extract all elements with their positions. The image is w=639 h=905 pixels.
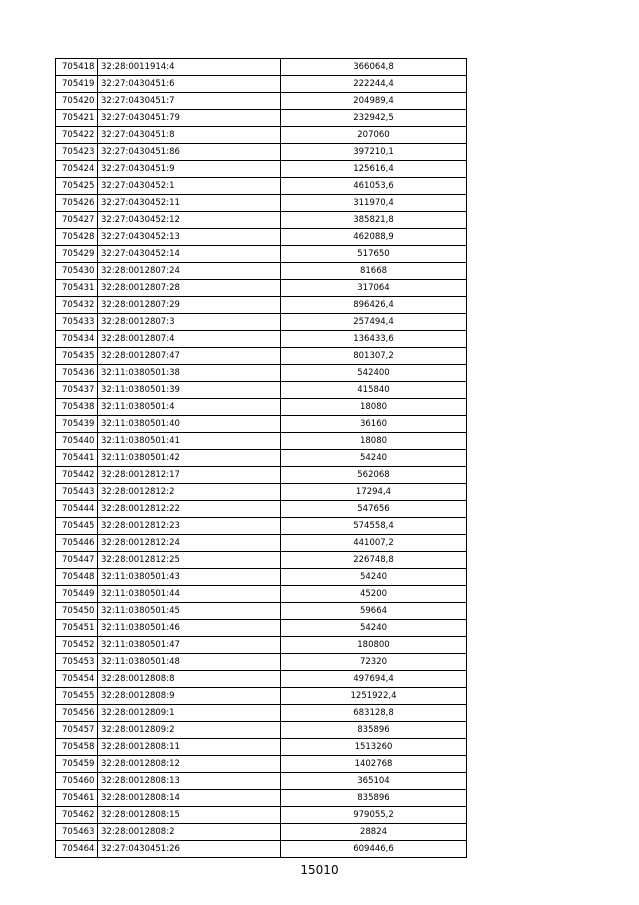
cell-num: 32:28:0012808:13 bbox=[98, 773, 281, 790]
cell-id: 705453 bbox=[56, 654, 98, 671]
cell-id: 705424 bbox=[56, 161, 98, 178]
cell-num: 32:28:0012808:12 bbox=[98, 756, 281, 773]
cell-val: 36160 bbox=[281, 416, 467, 433]
cell-id: 705437 bbox=[56, 382, 98, 399]
cell-val: 54240 bbox=[281, 620, 467, 637]
cell-id: 705426 bbox=[56, 195, 98, 212]
cell-num: 32:28:0012812:23 bbox=[98, 518, 281, 535]
table-row bbox=[56, 739, 467, 756]
cell-num: 32:11:0380501:46 bbox=[98, 620, 281, 637]
table-row bbox=[56, 501, 467, 518]
cell-val: 125616,4 bbox=[281, 161, 467, 178]
cell-num: 32:28:0012808:14 bbox=[98, 790, 281, 807]
cell-num: 32:28:0012807:29 bbox=[98, 297, 281, 314]
table-row bbox=[56, 569, 467, 586]
cell-id: 705444 bbox=[56, 501, 98, 518]
cell-num: 32:27:0430452:13 bbox=[98, 229, 281, 246]
table-row bbox=[56, 365, 467, 382]
cell-val: 222244,4 bbox=[281, 76, 467, 93]
table-row bbox=[56, 161, 467, 178]
table-row bbox=[56, 450, 467, 467]
cell-id: 705418 bbox=[56, 59, 98, 76]
cell-num: 32:11:0380501:44 bbox=[98, 586, 281, 603]
cell-val: 1402768 bbox=[281, 756, 467, 773]
table-row bbox=[56, 824, 467, 841]
cell-val: 59664 bbox=[281, 603, 467, 620]
table-row bbox=[56, 518, 467, 535]
cell-num: 32:11:0380501:42 bbox=[98, 450, 281, 467]
cell-num: 32:11:0380501:45 bbox=[98, 603, 281, 620]
cell-id: 705445 bbox=[56, 518, 98, 535]
cell-val: 54240 bbox=[281, 569, 467, 586]
cell-val: 835896 bbox=[281, 790, 467, 807]
cell-val: 18080 bbox=[281, 433, 467, 450]
cell-val: 366064,8 bbox=[281, 59, 467, 76]
cell-num: 32:27:0430451:6 bbox=[98, 76, 281, 93]
table-row bbox=[56, 93, 467, 110]
table-row bbox=[56, 722, 467, 739]
cell-id: 705462 bbox=[56, 807, 98, 824]
table-row bbox=[56, 773, 467, 790]
cell-val: 609446,6 bbox=[281, 841, 467, 858]
cell-num: 32:27:0430452:1 bbox=[98, 178, 281, 195]
table-row bbox=[56, 756, 467, 773]
table-row bbox=[56, 433, 467, 450]
cell-id: 705421 bbox=[56, 110, 98, 127]
table-row bbox=[56, 59, 467, 76]
cell-val: 45200 bbox=[281, 586, 467, 603]
cell-id: 705454 bbox=[56, 671, 98, 688]
cell-id: 705442 bbox=[56, 467, 98, 484]
table-row bbox=[56, 535, 467, 552]
table-row bbox=[56, 790, 467, 807]
cell-id: 705425 bbox=[56, 178, 98, 195]
cell-id: 705459 bbox=[56, 756, 98, 773]
table-row bbox=[56, 382, 467, 399]
cell-val: 365104 bbox=[281, 773, 467, 790]
cell-num: 32:28:0012807:28 bbox=[98, 280, 281, 297]
cell-val: 979055,2 bbox=[281, 807, 467, 824]
table-row bbox=[56, 620, 467, 637]
cell-id: 705432 bbox=[56, 297, 98, 314]
cell-id: 705433 bbox=[56, 314, 98, 331]
table-row bbox=[56, 688, 467, 705]
cell-num: 32:11:0380501:47 bbox=[98, 637, 281, 654]
cell-num: 32:28:0012812:25 bbox=[98, 552, 281, 569]
cell-num: 32:27:0430451:86 bbox=[98, 144, 281, 161]
table-row bbox=[56, 671, 467, 688]
cell-id: 705451 bbox=[56, 620, 98, 637]
table-row bbox=[56, 807, 467, 824]
cell-id: 705461 bbox=[56, 790, 98, 807]
cell-id: 705464 bbox=[56, 841, 98, 858]
cell-val: 257494,4 bbox=[281, 314, 467, 331]
table-row bbox=[56, 331, 467, 348]
cell-id: 705449 bbox=[56, 586, 98, 603]
cell-val: 72320 bbox=[281, 654, 467, 671]
cell-num: 32:28:0012809:2 bbox=[98, 722, 281, 739]
table-row bbox=[56, 399, 467, 416]
cell-id: 705455 bbox=[56, 688, 98, 705]
cell-num: 32:11:0380501:41 bbox=[98, 433, 281, 450]
cell-num: 32:28:0012807:47 bbox=[98, 348, 281, 365]
cell-id: 705430 bbox=[56, 263, 98, 280]
cell-num: 32:27:0430451:9 bbox=[98, 161, 281, 178]
cell-num: 32:28:0012808:15 bbox=[98, 807, 281, 824]
cell-id: 705435 bbox=[56, 348, 98, 365]
cell-num: 32:28:0012812:24 bbox=[98, 535, 281, 552]
table-row bbox=[56, 603, 467, 620]
cell-val: 462088,9 bbox=[281, 229, 467, 246]
cell-val: 801307,2 bbox=[281, 348, 467, 365]
cell-num: 32:28:0012808:11 bbox=[98, 739, 281, 756]
table-row bbox=[56, 280, 467, 297]
cell-val: 1513260 bbox=[281, 739, 467, 756]
cell-val: 517650 bbox=[281, 246, 467, 263]
cell-val: 574558,4 bbox=[281, 518, 467, 535]
cell-num: 32:28:0012807:4 bbox=[98, 331, 281, 348]
cell-num: 32:27:0430451:26 bbox=[98, 841, 281, 858]
cell-num: 32:27:0430451:7 bbox=[98, 93, 281, 110]
page-number: 15010 bbox=[300, 863, 339, 877]
cell-val: 415840 bbox=[281, 382, 467, 399]
cell-val: 136433,6 bbox=[281, 331, 467, 348]
cell-id: 705458 bbox=[56, 739, 98, 756]
table-row bbox=[56, 246, 467, 263]
cell-id: 705422 bbox=[56, 127, 98, 144]
cell-val: 385821,8 bbox=[281, 212, 467, 229]
table-row bbox=[56, 314, 467, 331]
table-row bbox=[56, 76, 467, 93]
table-row bbox=[56, 484, 467, 501]
cell-id: 705431 bbox=[56, 280, 98, 297]
cell-id: 705419 bbox=[56, 76, 98, 93]
cell-val: 311970,4 bbox=[281, 195, 467, 212]
cell-val: 683128,8 bbox=[281, 705, 467, 722]
cell-id: 705457 bbox=[56, 722, 98, 739]
cell-val: 317064 bbox=[281, 280, 467, 297]
cell-num: 32:11:0380501:40 bbox=[98, 416, 281, 433]
cell-val: 562068 bbox=[281, 467, 467, 484]
table-row bbox=[56, 654, 467, 671]
table-row bbox=[56, 178, 467, 195]
table-row bbox=[56, 127, 467, 144]
cell-id: 705448 bbox=[56, 569, 98, 586]
cell-val: 441007,2 bbox=[281, 535, 467, 552]
cell-id: 705439 bbox=[56, 416, 98, 433]
cell-val: 835896 bbox=[281, 722, 467, 739]
data-table bbox=[55, 58, 467, 858]
cell-val: 232942,5 bbox=[281, 110, 467, 127]
cell-num: 32:27:0430452:14 bbox=[98, 246, 281, 263]
cell-val: 17294,4 bbox=[281, 484, 467, 501]
cell-id: 705441 bbox=[56, 450, 98, 467]
cell-val: 497694,4 bbox=[281, 671, 467, 688]
cell-val: 542400 bbox=[281, 365, 467, 382]
table-body bbox=[56, 59, 467, 858]
cell-num: 32:11:0380501:39 bbox=[98, 382, 281, 399]
cell-val: 81668 bbox=[281, 263, 467, 280]
cell-id: 705463 bbox=[56, 824, 98, 841]
cell-num: 32:28:0012812:17 bbox=[98, 467, 281, 484]
table-row bbox=[56, 110, 467, 127]
cell-val: 896426,4 bbox=[281, 297, 467, 314]
table-row bbox=[56, 195, 467, 212]
cell-val: 397210,1 bbox=[281, 144, 467, 161]
cell-num: 32:28:0011914:4 bbox=[98, 59, 281, 76]
cell-id: 705452 bbox=[56, 637, 98, 654]
cell-val: 180800 bbox=[281, 637, 467, 654]
cell-id: 705436 bbox=[56, 365, 98, 382]
table-row bbox=[56, 212, 467, 229]
table-row bbox=[56, 348, 467, 365]
cell-val: 226748,8 bbox=[281, 552, 467, 569]
cell-val: 54240 bbox=[281, 450, 467, 467]
cell-num: 32:11:0380501:43 bbox=[98, 569, 281, 586]
table-row bbox=[56, 263, 467, 280]
cell-id: 705440 bbox=[56, 433, 98, 450]
table-row bbox=[56, 586, 467, 603]
table-row bbox=[56, 416, 467, 433]
cell-id: 705446 bbox=[56, 535, 98, 552]
cell-id: 705428 bbox=[56, 229, 98, 246]
table-row bbox=[56, 705, 467, 722]
cell-val: 28824 bbox=[281, 824, 467, 841]
cell-num: 32:11:0380501:4 bbox=[98, 399, 281, 416]
cell-id: 705447 bbox=[56, 552, 98, 569]
cell-num: 32:28:0012807:3 bbox=[98, 314, 281, 331]
cell-num: 32:28:0012809:1 bbox=[98, 705, 281, 722]
cell-num: 32:28:0012808:8 bbox=[98, 671, 281, 688]
cell-id: 705423 bbox=[56, 144, 98, 161]
cell-id: 705443 bbox=[56, 484, 98, 501]
cell-num: 32:28:0012812:2 bbox=[98, 484, 281, 501]
cell-id: 705420 bbox=[56, 93, 98, 110]
table-row bbox=[56, 144, 467, 161]
cell-num: 32:28:0012808:9 bbox=[98, 688, 281, 705]
cell-num: 32:28:0012812:22 bbox=[98, 501, 281, 518]
cell-id: 705450 bbox=[56, 603, 98, 620]
cell-num: 32:28:0012808:2 bbox=[98, 824, 281, 841]
cell-id: 705438 bbox=[56, 399, 98, 416]
cell-id: 705427 bbox=[56, 212, 98, 229]
table-row bbox=[56, 297, 467, 314]
table-row bbox=[56, 467, 467, 484]
cell-num: 32:27:0430451:8 bbox=[98, 127, 281, 144]
table-row bbox=[56, 229, 467, 246]
cell-num: 32:27:0430451:79 bbox=[98, 110, 281, 127]
table-row bbox=[56, 841, 467, 858]
cell-val: 207060 bbox=[281, 127, 467, 144]
cell-num: 32:11:0380501:38 bbox=[98, 365, 281, 382]
cell-id: 705429 bbox=[56, 246, 98, 263]
cell-id: 705460 bbox=[56, 773, 98, 790]
cell-val: 461053,6 bbox=[281, 178, 467, 195]
table-row bbox=[56, 552, 467, 569]
cell-val: 1251922,4 bbox=[281, 688, 467, 705]
cell-num: 32:28:0012807:24 bbox=[98, 263, 281, 280]
cell-val: 547656 bbox=[281, 501, 467, 518]
cell-num: 32:27:0430452:12 bbox=[98, 212, 281, 229]
cell-num: 32:27:0430452:11 bbox=[98, 195, 281, 212]
cell-id: 705434 bbox=[56, 331, 98, 348]
table-row bbox=[56, 637, 467, 654]
cell-num: 32:11:0380501:48 bbox=[98, 654, 281, 671]
cell-val: 204989,4 bbox=[281, 93, 467, 110]
cell-id: 705456 bbox=[56, 705, 98, 722]
cell-val: 18080 bbox=[281, 399, 467, 416]
